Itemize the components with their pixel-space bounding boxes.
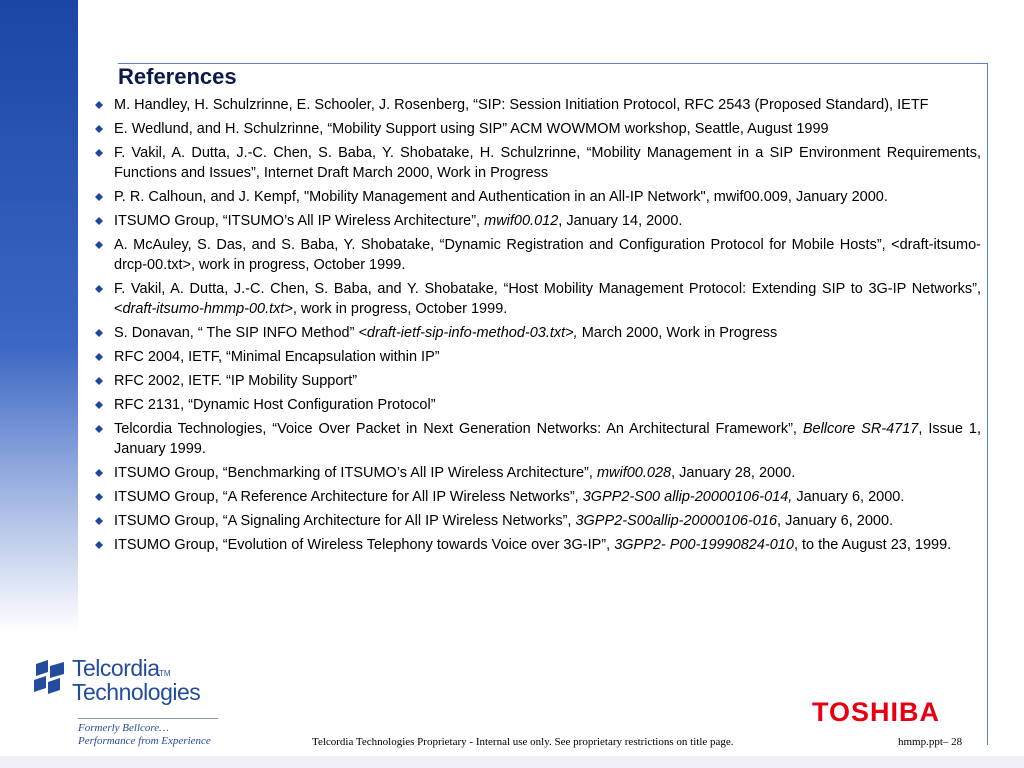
diamond-bullet-icon	[95, 377, 103, 385]
slide-title: References	[118, 64, 237, 89]
reference-text: A. McAuley, S. Das, and S. Baba, Y. Shobatake, “Dynamic Registration and Configuration Protocol for Mobile Hosts”, <draft-itsumo-drcp-00.txt>, work in progress, October 1999.	[114, 237, 981, 273]
telcordia-logo	[32, 655, 222, 750]
reference-text: F. Vakil, A. Dutta, J.-C. Chen, S. Baba, Y. Shobatake, H. Schulzrinne, “Mobility Management in a SIP Environment Requirements, Functions and Issues”, Internet Draft March 2000, Work in Progress	[114, 145, 981, 181]
reference-text: S. Donavan, “ The SIP INFO Method”	[114, 325, 359, 341]
diamond-bullet-icon	[95, 149, 103, 157]
reference-text: ITSUMO Group, “ITSUMO’s All IP Wireless Architecture”,	[114, 213, 485, 229]
reference-text-suffix: March 2000, Work in Progress	[577, 325, 778, 341]
reference-item	[94, 235, 981, 275]
telcordia-mark-icon	[32, 658, 68, 703]
toshiba-logo: TOSHIBA	[812, 697, 941, 727]
reference-item	[94, 347, 981, 367]
reference-item	[94, 323, 981, 343]
reference-item	[94, 535, 981, 555]
reference-item	[94, 211, 981, 231]
reference-item	[94, 279, 981, 319]
reference-text: F. Vakil, A. Dutta, J.-C. Chen, S. Baba, and Y. Shobatake, “Host Mobility Management Protocol: Extending SIP to 3G-IP Networks”, <	[114, 281, 981, 317]
reference-list	[94, 95, 981, 559]
reference-source: 3GPP2-S00allip-20000106-016	[575, 513, 778, 529]
reference-item	[94, 95, 981, 115]
reference-text-suffix: , Issue 1, January 1999.	[114, 421, 981, 457]
reference-text: ITSUMO Group, “A Reference Architecture for All IP Wireless Networks”,	[114, 489, 583, 505]
diamond-bullet-icon	[95, 241, 103, 249]
diamond-bullet-icon	[95, 541, 103, 549]
logo-trademark: TM	[159, 669, 171, 678]
logo-word-telcordia: Telcordia	[72, 655, 160, 681]
reference-text: ITSUMO Group, “Benchmarking of ITSUMO’s All IP Wireless Architecture”,	[114, 465, 597, 481]
right-rule	[987, 63, 988, 745]
reference-source: mwif00.012	[484, 213, 559, 229]
diamond-bullet-icon	[95, 101, 103, 109]
logo-divider	[78, 718, 218, 719]
reference-text-suffix: , January 6, 2000.	[777, 513, 894, 529]
reference-source: 3GPP2- P00-19990824-010	[614, 537, 794, 553]
logo-word-technologies: Technologies	[72, 679, 201, 705]
reference-item	[94, 187, 981, 207]
logo-tagline-formerly: Formerly Bellcore…	[78, 722, 169, 734]
reference-item	[94, 143, 981, 183]
reference-item	[94, 371, 981, 391]
logo-tagline-performance: Performance from Experience	[78, 735, 211, 747]
reference-text: RFC 2004, IETF, “Minimal Encapsulation within IP”	[114, 349, 440, 365]
reference-text-suffix: , January 14, 2000.	[558, 213, 683, 229]
reference-text: E. Wedlund, and H. Schulzrinne, “Mobility Support using SIP” ACM WOWMOM workshop, Seattle, August 1999	[114, 121, 829, 137]
reference-text: ITSUMO Group, “Evolution of Wireless Telephony towards Voice over 3G-IP”,	[114, 537, 615, 553]
reference-text: P. R. Calhoun, and J. Kempf, "Mobility Management and Authentication in an All-IP Network", mwif00.009, January 2000.	[114, 189, 888, 205]
diamond-bullet-icon	[95, 217, 103, 225]
reference-source: 3GPP2-S00 allip-20000106-014,	[582, 489, 793, 505]
reference-text: Telcordia Technologies, “Voice Over Packet in Next Generation Networks: An Architectural Framework”,	[114, 421, 803, 437]
diamond-bullet-icon	[95, 193, 103, 201]
reference-text: RFC 2002, IETF. “IP Mobility Support”	[114, 373, 358, 389]
footer-proprietary-note: Telcordia Technologies Proprietary - Internal use only. See proprietary restrictions on title page.	[312, 736, 734, 748]
reference-item	[94, 119, 981, 139]
reference-item	[94, 419, 981, 459]
reference-text: ITSUMO Group, “A Signaling Architecture for All IP Wireless Networks”,	[114, 513, 576, 529]
reference-text-suffix: January 6, 2000.	[792, 489, 905, 505]
bottom-bar	[0, 756, 1024, 768]
reference-source: Bellcore SR-4717	[802, 421, 919, 437]
diamond-bullet-icon	[95, 285, 103, 293]
reference-text: M. Handley, H. Schulzrinne, E. Schooler, J. Rosenberg, “SIP: Session Initiation Protocol, RFC 2543 (Proposed Standard), IETF	[114, 97, 929, 113]
diamond-bullet-icon	[95, 353, 103, 361]
reference-source: mwif00.028	[596, 465, 672, 481]
reference-item	[94, 511, 981, 531]
reference-item	[94, 487, 981, 507]
reference-source: <draft-ietf-sip-info-method-03.txt>,	[358, 325, 578, 341]
reference-text-suffix: , to the August 23, 1999.	[793, 537, 952, 553]
reference-item	[94, 395, 981, 415]
diamond-bullet-icon	[95, 401, 103, 409]
diamond-bullet-icon	[95, 517, 103, 525]
reference-text: RFC 2131, “Dynamic Host Configuration Protocol”	[114, 397, 436, 413]
title-rule	[118, 63, 988, 64]
diamond-bullet-icon	[95, 425, 103, 433]
diamond-bullet-icon	[95, 469, 103, 477]
left-decorative-bar	[0, 0, 78, 632]
reference-text-suffix: , January 28, 2000.	[671, 465, 796, 481]
reference-item	[94, 463, 981, 483]
diamond-bullet-icon	[95, 493, 103, 501]
diamond-bullet-icon	[95, 329, 103, 337]
reference-source: draft-itsumo-hmmp-00.txt	[122, 301, 285, 317]
footer-page-number: hmmp.ppt– 28	[898, 736, 963, 748]
diamond-bullet-icon	[95, 125, 103, 133]
reference-text-suffix: >, work in progress, October 1999.	[284, 301, 508, 317]
